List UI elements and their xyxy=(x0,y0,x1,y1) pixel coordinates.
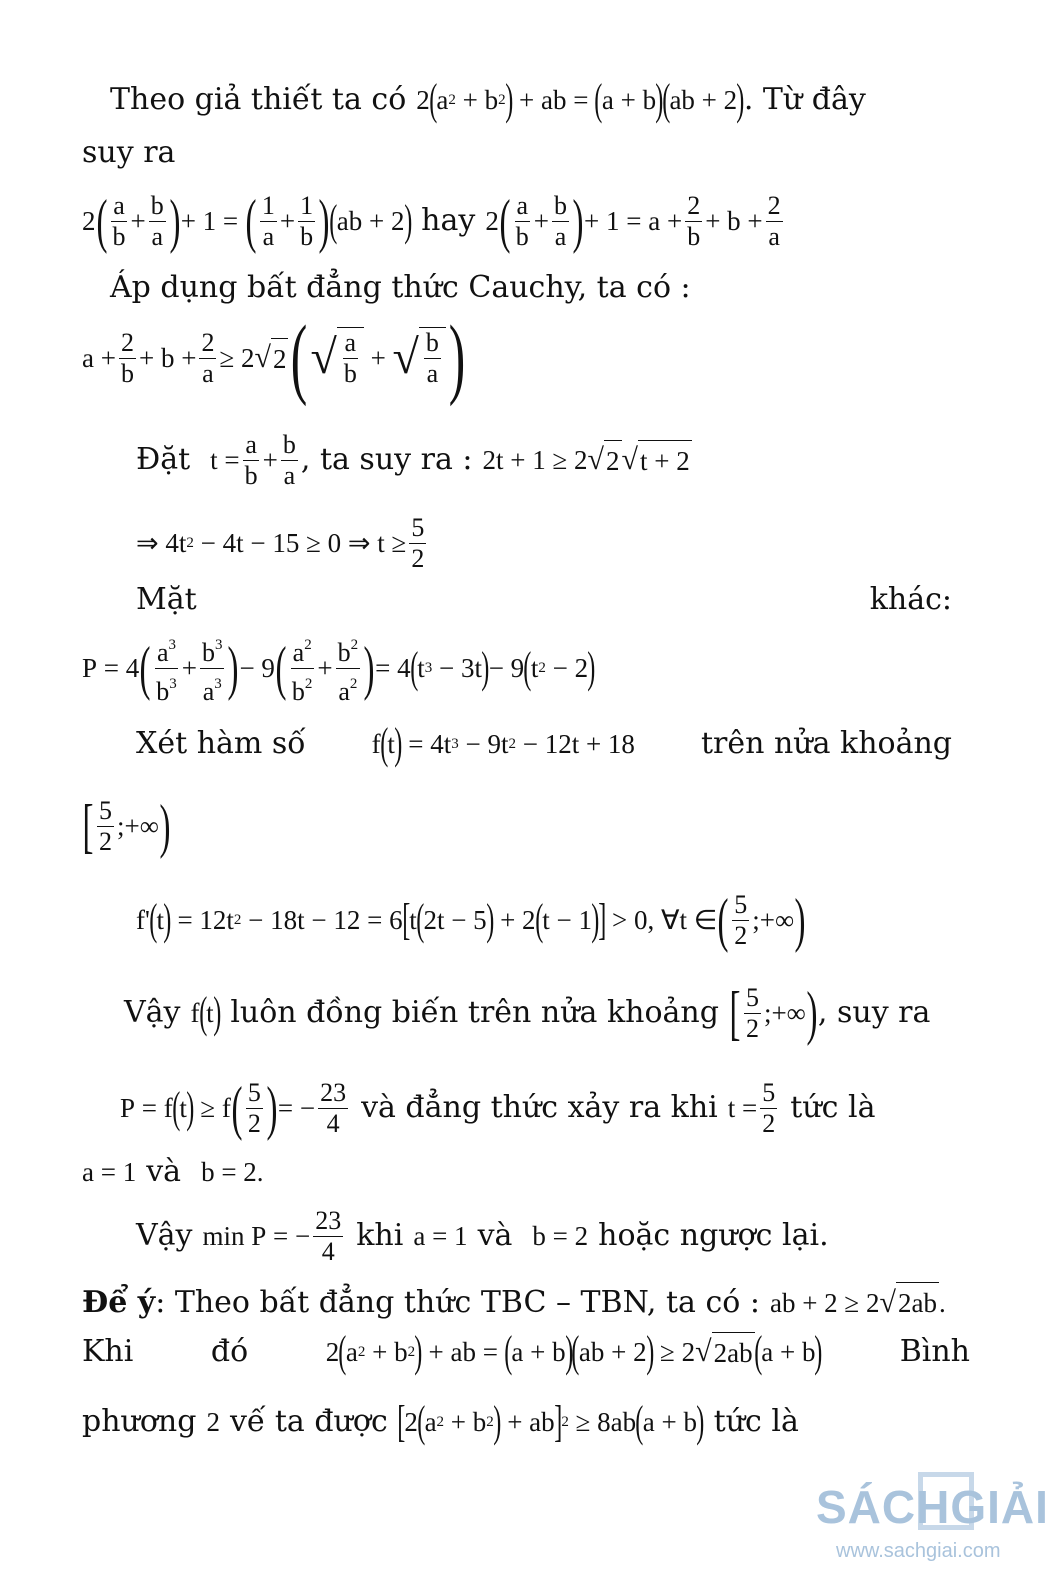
line-cauchy-inequality xyxy=(82,308,970,407)
line-function: Xét hàm số f ( t ) = 4t 3 − 9t 2 − 12t + 18 trên nửa khoảng xyxy=(136,719,952,768)
line-binh-phuong: phương 2 vế ta được [ 2 ( a 2 + b 2 ) + ab ] 2 ≥ 8ab ( a + b ) tức là xyxy=(82,1397,799,1446)
line-khi-do: Khi đó 2 ( a 2 + b 2 ) + ab = ( a + b ) ( ab + 2 ) ≥ 2 √ 2ab ( a + b ) Bình xyxy=(82,1327,970,1376)
line-substitution: Đặt t = $\frac{a}{b}$ + $\frac{b}{a}$ , ta suy ra : 2t + 1 ≥ 2 √ 2 √ t + 2 xyxy=(136,429,690,490)
line-P-expression xyxy=(82,635,970,706)
line-equation-2: 2 ( $\frac{a}{b}$ + $\frac{b}{a}$ ) + 1 = ( $\frac{1}{a}$ + $\frac{1}{b}$ ) ( ab + 2 ) hay 2 ( $\frac{a}{b}$ + $\frac{b}{a}$ ) + 1 = a + $\frac{2}{b}$ + b + $\frac{2}{a}$ xyxy=(82,193,970,249)
equation-cauchy: a + $\frac{2}{b}$ + b + $\frac{2}{a}$ ≥ 2 √ 2 ( √ $\frac{a}{b}$ + √ $\frac{b}{a}$ ) xyxy=(82,308,466,407)
equation-f-t: f ( t ) xyxy=(190,988,222,1037)
equation-ratio-form: 2 ( $\frac{a}{b}$ + $\frac{b}{a}$ ) + 1 = ( $\frac{1}{a}$ + $\frac{1}{b}$ ) ( ab + 2 ) xyxy=(82,188,412,254)
equation-minP: min P = − $\frac{23}{4}$ xyxy=(202,1205,342,1266)
line-cauchy-intro: Áp dụng bất đẳng thức Cauchy, ta có : xyxy=(110,270,691,305)
watermark-url: www.sachgiai.com xyxy=(836,1540,1001,1562)
equation-f: f ( t ) = 4t 3 − 9t 2 − 12t + 18 xyxy=(371,719,635,768)
equation-b-2: b = 2. xyxy=(201,1157,264,1187)
line-ab-values: a = 1 và b = 2. xyxy=(82,1152,970,1192)
line-increasing: Vậy f ( t ) luôn đồng biến trên nửa khoảng [ $\frac{5}{2}$ ;+∞ ) , suy ra xyxy=(124,980,931,1046)
equation-P: P = 4 ( $\frac{a^3}{b^3}$ + $\frac{b^3}{a^3}$ ) − 9 ( $\frac{a^2}{b^2}$ + $\frac{b^2}{a^2}$ ) = 4 ( t 3 − 3t ) − 9 ( t 2 − 2 ) xyxy=(82,630,595,707)
line-quadratic xyxy=(136,512,970,573)
line-interval xyxy=(82,793,970,859)
equation-quadratic: ⇒ 4t 2 − 4t − 15 ≥ 0 ⇒ t ≥ $\frac{5}{2}$ xyxy=(136,512,425,573)
line-derivative xyxy=(136,887,970,953)
equation-squared: [ 2 ( a 2 + b 2 ) + ab ] 2 ≥ 8ab ( a + b ) xyxy=(397,1397,705,1446)
equation-interval: [ $\frac{5}{2}$ ;+∞ ) xyxy=(82,793,171,859)
equation-t-value: t = $\frac{5}{2}$ xyxy=(727,1077,776,1138)
line-mat-khac: Mặt khác: xyxy=(136,582,952,617)
line-conclusion: Vậy min P = − $\frac{23}{4}$ khi a = 1 và b = 2 hoặc ngược lại. xyxy=(136,1205,829,1266)
equation-interval-2: [ $\frac{5}{2}$ ;+∞ ) xyxy=(729,980,818,1046)
equation-t-definition: t = $\frac{a}{b}$ + $\frac{b}{a}$ xyxy=(210,429,296,490)
number-two: 2 xyxy=(206,1407,220,1437)
equation-khi-do: 2 ( a 2 + b 2 ) + ab = ( a + b ) ( ab + 2 ) ≥ 2 √ 2ab ( a + b ) xyxy=(325,1327,823,1376)
watermark-brand: SÁCHGIẢI xyxy=(816,1481,1049,1533)
equation-t-inequality: 2t + 1 ≥ 2 √ 2 √ t + 2 xyxy=(483,440,692,481)
line-suy-ra: suy ra xyxy=(82,135,176,170)
line-hypothesis: Theo giả thiết ta có 2 ( a 2 + b 2 ) + ab = ( a + b ) ( ab + 2 ) . Từ đây xyxy=(110,75,866,124)
equation-P-min: P = f ( t ) ≥ f ( $\frac{5}{2}$ ) = − $\frac{23}{4}$ xyxy=(120,1075,347,1141)
equation-hypothesis: 2 ( a 2 + b 2 ) + ab = ( a + b ) ( ab + 2 ) xyxy=(416,75,745,124)
equation-derivative: f' ( t ) = 12t 2 − 18t − 12 = 6 [ t ( 2t − 5 ) + 2 ( t − 1 ) ] > 0, ∀t ∈ ( $\frac{5}{2}$ ;+∞ ) xyxy=(136,887,806,953)
equation-a-1: a = 1 xyxy=(82,1157,137,1187)
line-minimum: P = f ( t ) ≥ f ( $\frac{5}{2}$ ) = − $\frac{23}{4}$ và đẳng thức xảy ra khi t = $\frac{5}{2}$ tức là xyxy=(120,1075,876,1141)
equation-b-2b: b = 2 xyxy=(532,1221,589,1251)
watermark-logo xyxy=(816,1470,1049,1580)
equation-amgm: ab + 2 ≥ 2 √ 2ab . xyxy=(770,1282,946,1323)
equation-a-1b: a = 1 xyxy=(413,1221,468,1251)
equation-expanded-form: 2 ( $\frac{a}{b}$ + $\frac{b}{a}$ ) + 1 = a + $\frac{2}{b}$ + b + $\frac{2}{a}$ xyxy=(485,188,781,254)
line-note: Để ý : Theo bất đẳng thức TBC – TBN, ta có : ab + 2 ≥ 2 √ 2ab . xyxy=(82,1282,970,1323)
